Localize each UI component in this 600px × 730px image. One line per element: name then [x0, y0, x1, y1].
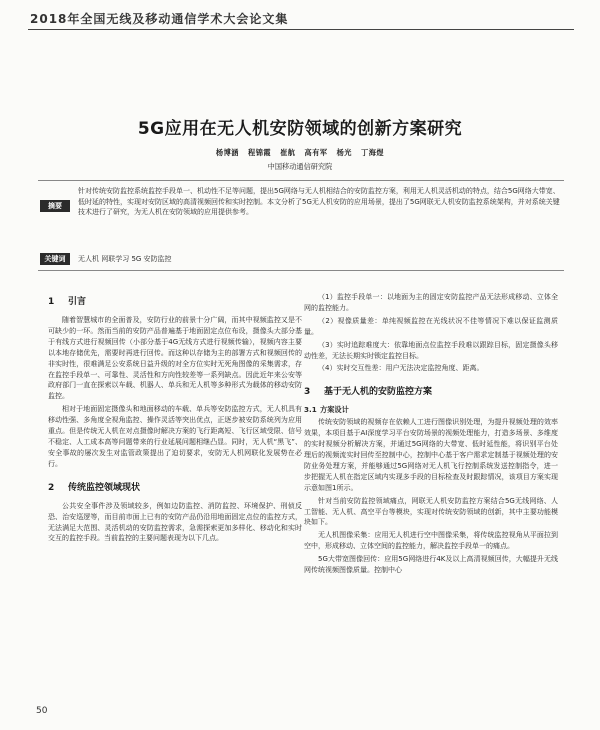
section-number: 1: [48, 297, 55, 307]
abstract-label: 摘要: [40, 200, 70, 212]
section-title: 引言: [68, 297, 87, 307]
section-title: 传统监控领域现状: [68, 482, 141, 493]
paragraph: 传统安防领域的视频存在依赖人工进行图像识别处理，为提升视频处理的效率效果，本项目基于AI深度学习平台安防场景的视频处理能力，打造多场景、多维度的实时视频分析解决方案，并通过5G网络的大带宽、低时延性能，将识别平台处理后的视频流实时回传至控制中心，控制中心基于客户需求定制基于视频处理的安防业务处理方案，并能够通过5G网络对无人机飞行控制系统发送控制指令，进一步把握无人机在指定区域内实现多手段的目标检查及时跟踪情况，该项目方案实现示意如图1所示。: [304, 418, 558, 492]
abstract-top-rule: [38, 180, 564, 181]
section-number: 2: [48, 482, 55, 493]
author: 高有军: [304, 148, 328, 157]
paper-title: 5G应用在无人机安防领域的创新方案研究: [137, 119, 463, 139]
header-rule: [28, 29, 574, 30]
left-column: [48, 292, 302, 546]
affiliation: 中国移动通信研究院: [267, 162, 333, 171]
section-heading: [48, 482, 302, 494]
author: 丁海煜: [361, 148, 385, 157]
paragraph: 5G大带宽图像回传：应用5G网络进行4K及以上高清视频回传，大幅提升无线网传统视频图像质量。控制中心: [304, 555, 558, 575]
paragraph: 相对于地面固定摄像头和地面移动的车载、单兵等安防监控方式，无人机具有移动性强、多角度全视角监控、操作灵活等突出优点，正逐步被安防系统列为应用重点。但是传统无人机在对点摄像时解决方案的飞行距离短、飞行区域受限、信号不稳定、人工成本高等问题带来的行业延展问题相继凸显。同时，无人机“黑飞”、安全事故的屡次发生对监管政策提出了迫切要求，安防无人机网联化发展势在必行。: [48, 405, 302, 468]
author: 程锦霞: [248, 148, 272, 157]
section-heading: [48, 296, 302, 308]
section-heading: [304, 386, 558, 398]
author-list: [0, 148, 600, 158]
subsection-title: 方案设计: [320, 405, 349, 415]
section-number: 3: [304, 387, 311, 398]
author: 杨光: [336, 148, 352, 157]
section-title: 基于无人机的安防监控方案: [324, 387, 433, 398]
list-item: （4）实时交互性差：用户无法决定监控角度、距离。: [318, 364, 484, 373]
right-column: [304, 292, 558, 578]
author: 崔航: [280, 148, 296, 157]
abstract-text: 针对传统安防监控系统监控手段单一、机动性不足等问题，提出5G网络与无人机相结合的安防监控方案，利用无人机灵活机动的特点，结合5G网络大带宽、低时延的特性，实现对安防区域的高清视频回传和实时控制。本文分析了5G无人机安防的应用场景，提出了5G网联无人机安防监控系统架构，并对系统关键技术进行了研究，为无人机在安防领域的应用提供参考。: [78, 187, 560, 217]
paragraph: 公共安全事件涉及领域较多，例如边防监控、消防监控、环境保护、刑侦反恐、治安巡逻等，而目前市面上已有的安防产品仍沿用地面固定点位的监控方式，无法满足大范围、灵活机动的安防监控需求，急需探索更加多样化、移动化和实时交互的监控手段。当前监控的主要问题表现为以下几点。: [48, 501, 302, 543]
keywords-label: 关键词: [40, 253, 70, 265]
list-item: （1）监控手段单一：以地面为主的固定安防监控产品无法形成移动、立体全网的监控能力。: [304, 293, 558, 312]
list-item: （3）实时追踪难度大：依靠地面点位监控手段难以跟踪目标，固定摄像头移动性差，无法长期实时锁定监控目标。: [304, 340, 558, 360]
paragraph: 随着智慧城市的全面普及，安防行业的前景十分广阔，而其中视频监控又是不可缺少的一环。然而当前的安防产品普遍基于地面固定点位布设，摄像头大部分基于有线方式进行视频回传（小部分基于4G无线方式进行视频传输），视频内容主要以本地存储优先，需要时再进行回传。而这种以存储为主的部署方式和视频回传的非实时性，很难满足公安系统日益升级的对全方位实时无死角图像的采集需求，存在监控手段单一、可靠性、灵活性和方向性较差等一系列缺点。因此近年来公安等政府部门一直在探索以车载、机器人、单兵和无人机等多种形式为载体的移动安防监控。: [48, 316, 302, 401]
author: 杨博涵: [215, 148, 239, 157]
paragraph: 无人机图像采集：应用无人机进行空中图像采集，将传统监控视角从平面拉到空中，形成移动、立体空间的监控能力，解决监控手段单一的痛点。: [304, 531, 558, 551]
page-number: 50: [36, 706, 48, 716]
list-item: （2）视像质量差：单纯视频监控在光线状况不佳等情况下难以保证监测质量。: [304, 316, 558, 336]
keywords-text: 无人机 网联学习 5G 安防监控: [78, 255, 172, 263]
running-header: 2018年全国无线及移动通信学术大会论文集: [30, 12, 289, 26]
abstract-bottom-rule: [38, 270, 564, 271]
subsection-number: 3.1: [304, 405, 317, 415]
paragraph: 针对当前安防监控领域痛点，网联无人机安防监控方案结合5G无线网络、人工智能、无人机、高空平台等模块，实现对传统安防领域的创新，其中主要功能模块如下。: [304, 496, 558, 527]
subsection-heading: [304, 405, 558, 416]
